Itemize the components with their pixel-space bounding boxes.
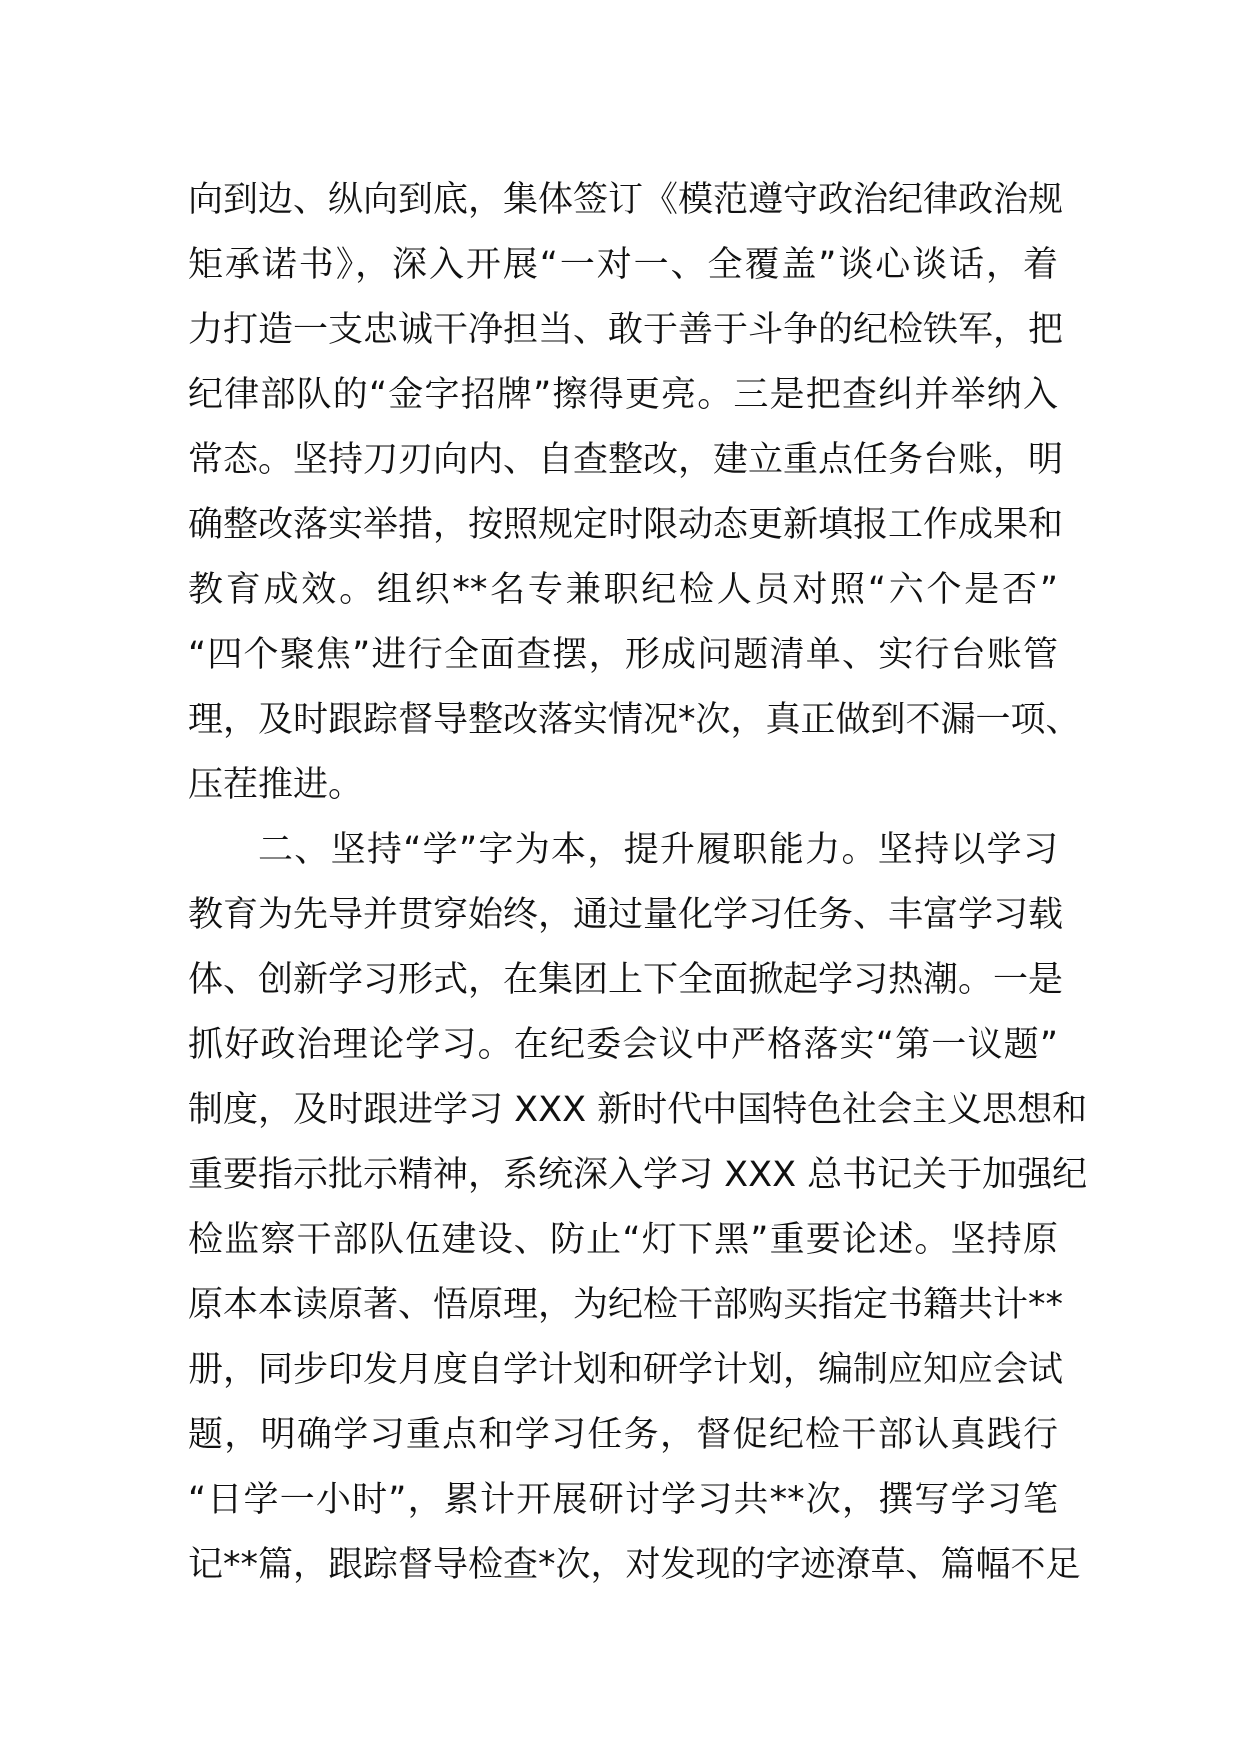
text-line: 理，及时跟踪督导整改落实情况*次，真正做到不漏一项、: [188, 700, 1081, 740]
text-line: 记**篇，跟踪督导检查*次，对发现的字迹潦草、篇幅不足: [188, 1545, 1081, 1585]
text-line: “四个聚焦”进行全面查摆，形成问题清单、实行台账管: [188, 635, 1058, 675]
text-line: 常态。坚持刀刃向内、自查整改，建立重点任务台账，明: [188, 440, 1064, 480]
text-line: 题，明确学习重点和学习任务，督促纪检干部认真践行: [188, 1415, 1058, 1455]
text-line: 体、创新学习形式，在集团上下全面掀起学习热潮。一是: [188, 960, 1064, 1000]
text-line: 制度，及时跟进学习 XXX 新时代中国特色社会主义思想和: [188, 1090, 1088, 1130]
body-text: [188, 168, 1088, 1598]
text-line: 教育为先导并贯穿始终，通过量化学习任务、丰富学习载: [188, 895, 1064, 935]
section-heading-line: 二、坚持“学”字为本，提升履职能力。坚持以学习: [258, 830, 1058, 870]
text-line: 向到边、纵向到底，集体签订《模范遵守政治纪律政治规: [188, 180, 1064, 220]
text-line: 抓好政治理论学习。在纪委会议中严格落实“第一议题”: [188, 1025, 1058, 1065]
text-line: 矩承诺书》，深入开展“一对一、全覆盖”谈心谈话，着: [188, 245, 1058, 285]
text-line: 重要指示批示精神，系统深入学习 XXX 总书记关于加强纪: [188, 1155, 1088, 1195]
paragraph-end-line: 压茬推进。: [188, 765, 364, 805]
text-line: 力打造一支忠诚干净担当、敢于善于斗争的纪检铁军，把: [188, 310, 1064, 350]
text-line: 原本本读原著、悟原理，为纪检干部购买指定书籍共计**: [188, 1285, 1064, 1325]
text-line: 纪律部队的“金字招牌”擦得更亮。三是把查纠并举纳入: [188, 375, 1058, 415]
text-line: 教育成效。组织**名专兼职纪检人员对照“六个是否”: [188, 570, 1058, 610]
text-line: “日学一小时”，累计开展研讨学习共**次，撰写学习笔: [188, 1480, 1058, 1520]
text-line: 检监察干部队伍建设、防止“灯下黑”重要论述。坚持原: [188, 1220, 1058, 1260]
text-line: 册，同步印发月度自学计划和研学计划，编制应知应会试: [188, 1350, 1064, 1390]
text-line: 确整改落实举措，按照规定时限动态更新填报工作成果和: [188, 505, 1064, 545]
